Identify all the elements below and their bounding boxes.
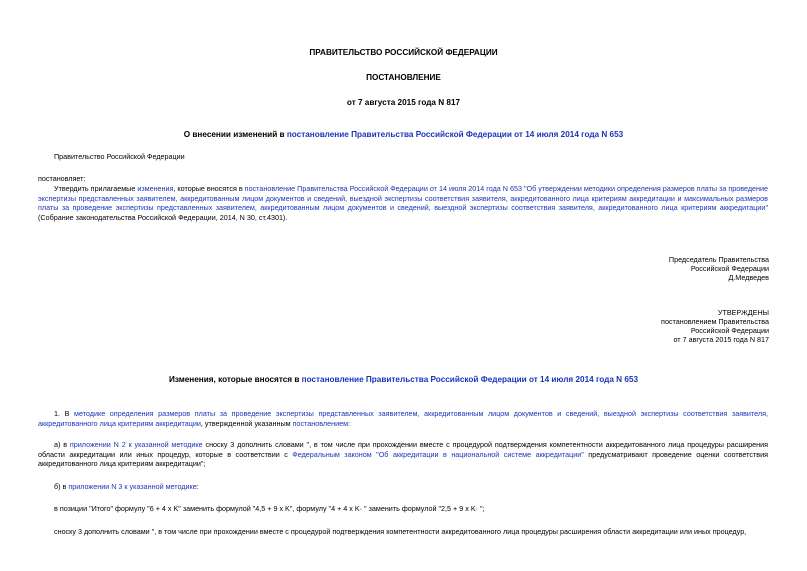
signature-line-3: Д.Медведев [728,273,769,282]
methodology-link[interactable]: методике определения размеров платы за проведение экспертизы представленных заявителем, аккредитованным лицом документов и сведений, выездной экспертизы соответствия заявителя, аккредитованного лица критериям аккредитации [38,409,768,428]
preamble-postanovlyaet: постановляет: [38,174,86,183]
item-1-end: : [348,418,351,428]
doc-type-heading: ПОСТАНОВЛЕНИЕ [366,73,441,82]
item-1-number: 1. В [54,409,75,418]
item-b-footnote-paragraph: сноску 3 дополнить словами ", в том числе при прохождении вместе с процедурой подтверждения компетентности аккредитованного лица процедуры расширения области аккредитации или иных процедур, [54,527,747,536]
approval-line-4: от 7 августа 2015 года N 817 [673,335,769,344]
signature-line-1: Председатель Правительства [668,255,769,264]
main-text-1: Утвердить прилагаемые [54,184,138,193]
item-b-formula-paragraph: в позиции "Итого" формулу "6 + 4 x K" заменить формулой "4,5 + 9 x K", формулу "4 + 4 x K· " заменить формулой "2,5 + 9 x K· "; [54,504,485,513]
approval-block [549,308,769,344]
item-a-paragraph [38,440,768,469]
changes-title-prefix: Изменения, которые вносятся в [168,375,302,384]
federal-law-link[interactable]: Федеральным законом "Об аккредитации в национальной системе аккредитации" [292,449,584,459]
item-b-text-1: б) в [54,482,69,491]
doc-title-prefix: О внесении изменений в [183,130,287,139]
resolution-link[interactable]: постановлением [292,418,349,428]
resolution-653-link[interactable]: постановление Правительства Российской Федерации от 14 июля 2014 года N 653 "Об утверждении методики определения размеров платы за проведение экспертизы представленных заявителем, аккредитованным лицом документов и сведений, выездной экспертизы соответствия заявителя, аккредитованного лица критериям аккредитации и максимальных размеров платы за проведение экспертизы представленных заявителем, аккредитованным лицом документов и сведений, выездной экспертизы соответствия заявителя, аккредитованного лица критериям аккредитации" [38,184,769,213]
preamble-government: Правительство Российской Федерации [54,152,185,161]
approval-line-3: Российской Федерации [690,326,769,335]
main-text-3: (Собрание законодательства Российской Федерации, 2014, N 30, ст.4301). [38,212,288,222]
doc-date-heading: от 7 августа 2015 года N 817 [346,98,461,107]
signature-line-2: Российской Федерации [690,264,769,273]
signature-block [549,255,769,282]
changes-title [0,375,807,385]
changes-link[interactable]: изменения [137,184,174,193]
item-a-text-1: а) в [54,440,70,449]
government-heading: ПРАВИТЕЛЬСТВО РОССИЙСКОЙ ФЕДЕРАЦИИ [309,48,498,57]
changes-title-link[interactable]: постановление Правительства Российской Федерации от 14 июля 2014 года N 653 [301,375,639,384]
item-1-tail: , утвержденной указанным [200,418,293,428]
main-text-2: , которые вносятся в [173,184,245,193]
item-b-paragraph [54,482,199,491]
item-a-text-2: сноску 3 дополнить словами ", в том числе при прохождении вместе с процедурой подтверждения компетентности аккредитованного лица процедуры расширения области аккредитации или иных процедур, которые в соответствии с [38,440,768,459]
approval-line-1: УТВЕРЖДЕНЫ [717,308,769,317]
doc-title-link[interactable]: постановление Правительства Российской Федерации от 14 июля 2014 года N 653 [286,130,624,139]
appendix-3-link[interactable]: приложении N 3 к указанной методике [68,482,197,491]
approval-line-2: постановлением Правительства [661,317,769,326]
main-paragraph [38,184,768,222]
item-1-paragraph [38,409,768,428]
item-b-text-2: : [196,482,199,491]
appendix-2-link[interactable]: приложении N 2 к указанной методике [69,440,203,449]
item-a-text-3: предусматривают проведение оценки соответствия аккредитованного лица критериям аккредитации"; [38,449,769,469]
doc-title [0,130,807,140]
